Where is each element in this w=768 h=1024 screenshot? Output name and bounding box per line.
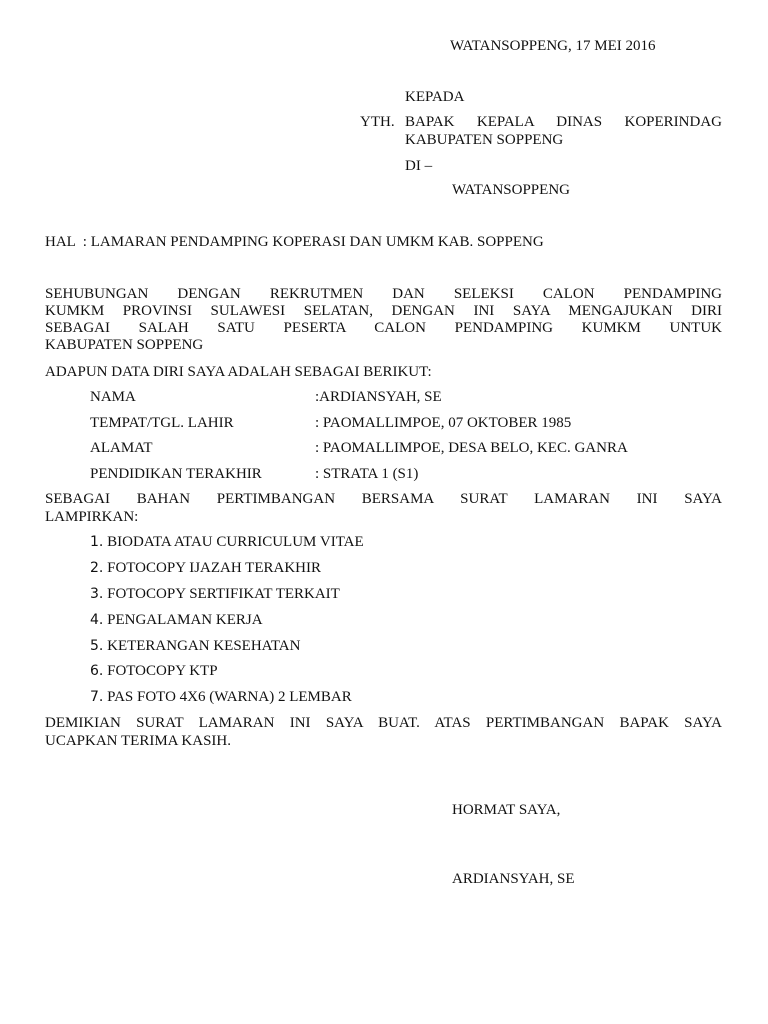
subject-text: LAMARAN PENDAMPING KOPERASI DAN UMKM KAB. SOPPENG bbox=[90, 234, 544, 250]
signature-name: ARDIANSYAH, SE bbox=[452, 871, 575, 887]
list-item bbox=[90, 637, 300, 655]
di-label: DI – bbox=[405, 158, 433, 174]
list-number: 5. bbox=[90, 638, 104, 654]
list-text: FOTOCOPY KTP bbox=[107, 663, 218, 679]
list-text: PENGALAMAN KERJA bbox=[107, 612, 263, 628]
list-text: PAS FOTO 4X6 (WARNA) 2 LEMBAR bbox=[107, 689, 352, 705]
closing-line-2: UCAPKAN TERIMA KASIH. bbox=[45, 733, 231, 749]
opening-line-2: KUMKM PROVINSI SULAWESI SELATAN, DENGAN INI SAYA MENGAJUKAN DIRI bbox=[45, 303, 722, 319]
opening-line-4: KABUPATEN SOPPENG bbox=[45, 337, 204, 353]
list-item bbox=[90, 585, 340, 603]
list-item bbox=[90, 662, 218, 680]
list-item bbox=[90, 611, 263, 629]
list-number: 4. bbox=[90, 612, 104, 628]
list-number: 6. bbox=[90, 663, 104, 679]
list-number: 1. bbox=[90, 534, 104, 550]
recipient-city: WATANSOPPENG bbox=[452, 182, 570, 198]
list-text: FOTOCOPY SERTIFIKAT TERKAIT bbox=[107, 586, 340, 602]
list-item bbox=[90, 688, 352, 706]
list-number: 3. bbox=[90, 586, 104, 602]
personal-value: : STRATA 1 (S1) bbox=[315, 466, 419, 482]
personal-value: : PAOMALLIMPOE, DESA BELO, KEC. GANRA bbox=[315, 440, 628, 456]
subject-line bbox=[45, 233, 544, 251]
signature-greeting: HORMAT SAYA, bbox=[452, 802, 561, 818]
list-item bbox=[90, 559, 321, 577]
list-number: 2. bbox=[90, 560, 104, 576]
personal-label: NAMA bbox=[90, 389, 136, 405]
personal-label: TEMPAT/TGL. LAHIR bbox=[90, 415, 234, 431]
personal-label: PENDIDIKAN TERAKHIR bbox=[90, 466, 262, 482]
subject-label: HAL : bbox=[45, 234, 91, 250]
personal-value: : PAOMALLIMPOE, 07 OKTOBER 1985 bbox=[315, 415, 572, 431]
kepada-label: KEPADA bbox=[405, 89, 465, 105]
attach-intro-line-2: LAMPIRKAN: bbox=[45, 509, 139, 525]
list-text: KETERANGAN KESEHATAN bbox=[107, 638, 301, 654]
list-item bbox=[90, 533, 364, 551]
list-text: FOTOCOPY IJAZAH TERAKHIR bbox=[107, 560, 322, 576]
recipient-line-1: BAPAK KEPALA DINAS KOPERINDAG bbox=[405, 114, 722, 130]
personal-value: :ARDIANSYAH, SE bbox=[315, 389, 442, 405]
personal-label: ALAMAT bbox=[90, 440, 153, 456]
closing-line-1: DEMIKIAN SURAT LAMARAN INI SAYA BUAT. ATAS PERTIMBANGAN BAPAK SAYA bbox=[45, 715, 722, 731]
list-number: 7. bbox=[90, 689, 104, 705]
opening-line-3: SEBAGAI SALAH SATU PESERTA CALON PENDAMPING KUMKM UNTUK bbox=[45, 320, 722, 336]
opening-line-1: SEHUBUNGAN DENGAN REKRUTMEN DAN SELEKSI CALON PENDAMPING bbox=[45, 286, 722, 302]
attach-intro-line-1: SEBAGAI BAHAN PERTIMBANGAN BERSAMA SURAT LAMARAN INI SAYA bbox=[45, 491, 722, 507]
recipient-line-2: KABUPATEN SOPPENG bbox=[405, 132, 564, 148]
place-date: WATANSOPPENG, 17 MEI 2016 bbox=[450, 38, 656, 54]
data-intro: ADAPUN DATA DIRI SAYA ADALAH SEBAGAI BERIKUT: bbox=[45, 364, 432, 380]
yth-label: YTH. bbox=[360, 114, 395, 130]
list-text: BIODATA ATAU CURRICULUM VITAE bbox=[107, 534, 364, 550]
